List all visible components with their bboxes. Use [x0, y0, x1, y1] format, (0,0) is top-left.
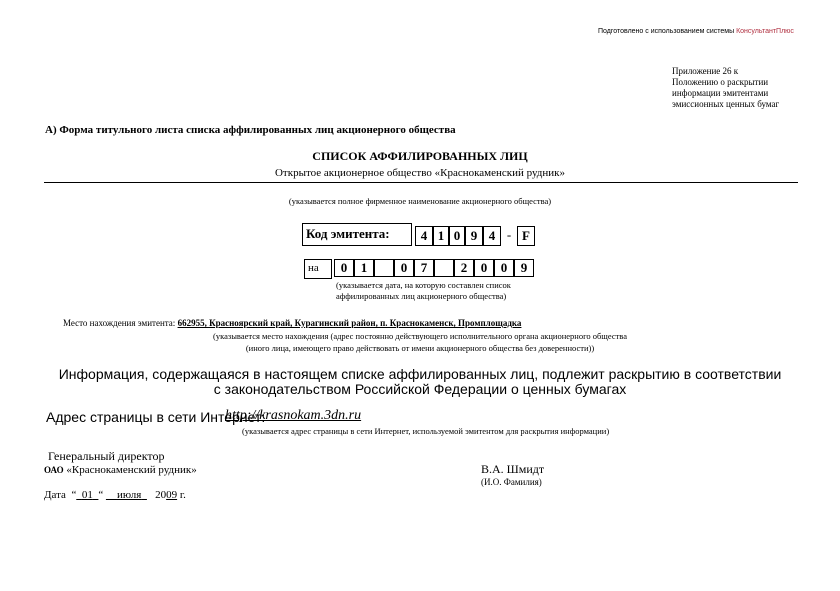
appendix-line-1: Приложение 26 к	[672, 66, 739, 76]
date-year-prefix: 20	[155, 489, 167, 501]
prepared-prefix: Подготовлено с использованием системы	[598, 28, 737, 35]
appendix-reference	[672, 66, 802, 110]
date-month: июля	[116, 489, 142, 501]
org-prefix: ОАО	[44, 465, 64, 475]
signatory-name-caption: (И.О. Фамилия)	[481, 477, 542, 487]
location-value: 662955, Красноярский край, Курагинский район, п. Краснокаменск, Промплощадка	[177, 318, 522, 328]
date-separator-box	[434, 259, 454, 277]
consultantplus-brand: КонсультантПлюс	[736, 28, 794, 35]
appendix-line-2: Положению о раскрытии	[672, 77, 769, 87]
signatory-organization	[44, 464, 197, 476]
date-year-digit: 9	[514, 259, 534, 277]
date-caption-line-2: аффилированных лиц акционерного общества)	[336, 291, 507, 301]
as-of-label: на	[308, 262, 319, 274]
location-caption-1: (указывается место нахождения (адрес постоянно действующего исполнительного органа акционерного общества	[213, 331, 627, 341]
form-heading: А) Форма титульного листа списка аффилированных лиц акционерного общества	[45, 124, 456, 136]
date-year-suffix: 09	[166, 489, 178, 501]
document-title: СПИСОК АФФИЛИРОВАННЫХ ЛИЦ	[312, 149, 528, 163]
date-day: 01	[81, 489, 93, 501]
date-separator-box	[374, 259, 394, 277]
issuer-code-char: 0	[449, 226, 465, 246]
signature-date: Дата “_01_“ __июля_ 2009 г.	[44, 489, 186, 501]
appendix-line-3: информации эмитентами	[672, 88, 769, 98]
issuer-code-char: -	[506, 227, 512, 242]
location-line	[63, 318, 521, 328]
date-month-digit: 0	[394, 259, 414, 277]
date-year-digit: 0	[474, 259, 494, 277]
issuer-code-char: 1	[433, 226, 449, 246]
date-label: Дата	[44, 489, 66, 501]
signatory-name: В.А. Шмидт	[481, 462, 545, 476]
prepared-with-note	[598, 28, 794, 35]
date-caption	[336, 280, 511, 302]
appendix-line-4: эмиссионных ценных бумаг	[672, 99, 780, 109]
web-address-link[interactable]: http://krasnokam.3dn.ru	[225, 408, 362, 423]
issuer-code-label-box	[302, 223, 412, 246]
date-month-digit: 7	[414, 259, 434, 277]
org-name: «Краснокаменский рудник»	[63, 464, 197, 476]
date-day-digit: 0	[334, 259, 354, 277]
issuer-code-char: 4	[483, 226, 501, 246]
signatory-position: Генеральный директор	[48, 449, 165, 463]
location-caption-2: (иного лица, имеющего право действовать от имени акционерного общества без доверенности))	[245, 343, 595, 353]
issuer-code-char: F	[517, 226, 535, 246]
name-underline	[44, 182, 798, 183]
disclosure-line-1: Информация, содержащаяся в настоящем списке аффилированных лиц, подлежит раскрытию в соответствии	[58, 366, 782, 382]
issuer-code-char: 9	[465, 226, 483, 246]
date-suffix: г.	[179, 489, 186, 501]
disclosure-statement	[0, 367, 840, 397]
disclosure-line-2: с законодательством Российской Федерации о ценных бумагах	[213, 381, 627, 397]
date-year-digit: 2	[454, 259, 474, 277]
date-year-digit: 0	[494, 259, 514, 277]
date-boxes-row	[0, 259, 840, 279]
location-label: Место нахождения эмитента:	[63, 318, 178, 328]
issuer-code-char: 4	[415, 226, 433, 246]
web-address-label: Адрес страницы в сети Интернет:	[46, 409, 266, 425]
company-full-name: Открытое акционерное общество «Краснокаменский рудник»	[274, 167, 566, 179]
web-address-caption: (указывается адрес страницы в сети Интернет, используемой эмитентом для раскрытия информации)	[242, 426, 610, 436]
issuer-code-label: Код эмитента:	[306, 226, 390, 241]
company-name-caption: (указывается полное фирменное наименование акционерного общества)	[288, 196, 552, 206]
date-caption-line-1: (указывается дата, на которую составлен список	[336, 280, 511, 290]
as-of-label-box	[304, 259, 332, 279]
date-day-digit: 1	[354, 259, 374, 277]
